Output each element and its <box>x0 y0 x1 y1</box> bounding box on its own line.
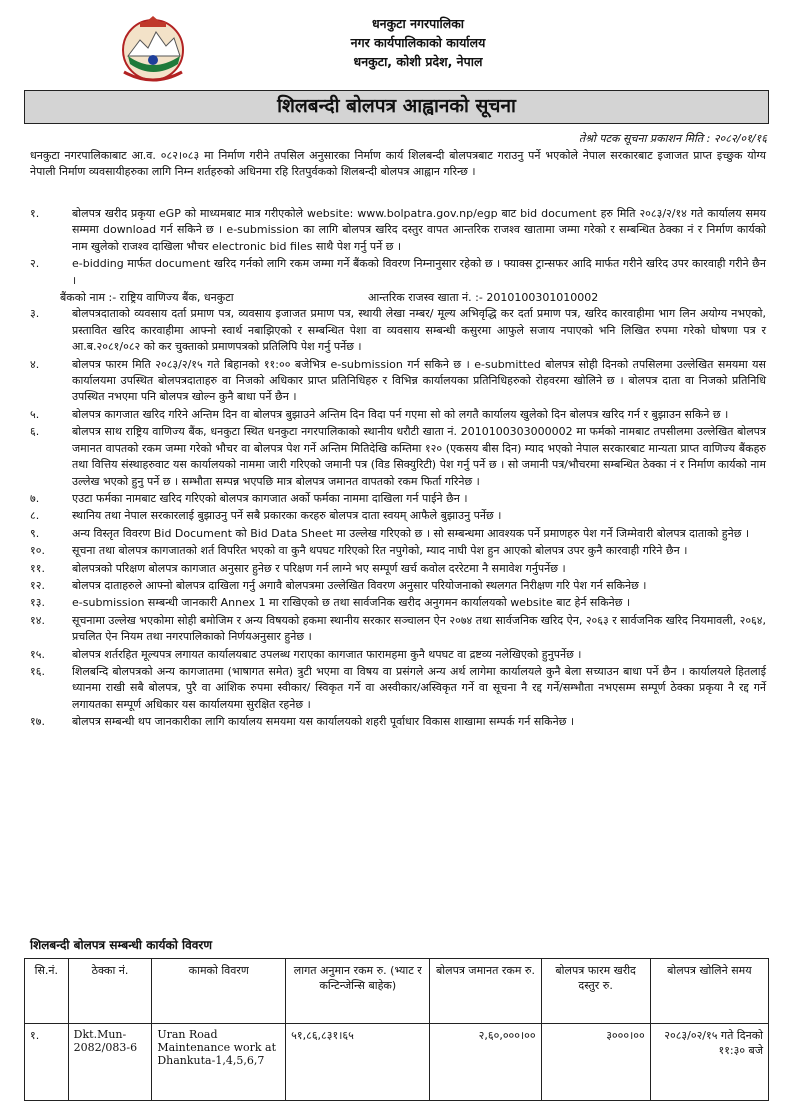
section-title: शिलबन्दी बोलपत्र सम्बन्धी कार्यको विवरण <box>30 938 213 952</box>
item-text: बोलपत्र शर्तरहित मूल्यपत्र लगायत कार्यालयबाट उपलब्ध गराएका कागजात फारामहमा कुनै थपघट वा द्रष्टव्य नलेखिएको हुनुपर्नेछ । <box>72 647 582 661</box>
publication-date: तेश्रो पटक सूचना प्रकाशन मिति : २०८२/०१/१६ <box>578 132 767 145</box>
item-number: १२. <box>30 578 45 592</box>
list-item <box>30 595 766 611</box>
item-text: सूचनामा उल्लेख भएकोमा सोही बमोजिम र अन्य विषयको हकमा स्थानीय सरकार सञ्चालन ऐन २०७४ तथा सार्वजनिक खरिद ऐन, २०६३ र सार्वजनिक खरिद नियमावली, २०६४, प्रचलित ऐन नियम तथा नगरपालिकाको निर्णयअनुसार हुनेछ । <box>72 613 766 644</box>
cell-form-fee: ३०००।०० <box>541 1024 650 1101</box>
table-row <box>25 1024 769 1101</box>
list-item <box>30 664 766 713</box>
list-item <box>30 714 766 730</box>
col-form-fee: बोलपत्र फारम खरीद दस्तुर रु. <box>541 959 650 1024</box>
list-item <box>30 508 766 524</box>
intro-paragraph: धनकुटा नगरपालिकाबाट आ.व. ०८२।०८३ मा निर्माण गरीने तपसिल अनुसारका निर्माण कार्य शिलबन्दी बोलपत्रबाट गराउनु पर्ने भएकोले नेपाल सरकारबाट इजाजत प्राप्त इच्छुक योग्य नेपाली निर्माण व्यवसायीहरुका लागि निम्न शर्तहरुको अधिनमा रहि रितपुर्वकको शिलबन्दी बोलपत्र आह्वान गरिन्छ । <box>30 149 766 179</box>
list-item <box>30 407 766 423</box>
item-text: बोलपत्र फारम मिति २०८३/२/१५ गते बिहानको ११:०० बजेभित्र e-submission गर्न सकिने छ । e-submitted बोलपत्र सोही दिनको तपसिलमा उल्लेखित समयमा यस कार्यालयमा उपस्थित बोलपत्रदाताहरु वा निजको अधिकार प्राप्त प्रतिनिधिहरु र विभिन्न कार्यालयका प्रतिनिधिहरुको रोहवरमा खोलिने छ । बोलपत्र दाता वा निजको प्रतिनिधि उपस्थित नभएमा पनि बोलपत्र खोल्न कुनै बाधा पर्ने छैन । <box>72 357 766 404</box>
item-number: १५. <box>30 647 45 661</box>
nepal-emblem-icon <box>118 14 188 84</box>
list-item <box>30 256 766 289</box>
item-number: ११. <box>30 561 45 575</box>
item-number: १. <box>30 207 40 220</box>
item-number: २. <box>30 257 40 271</box>
list-item <box>30 613 766 646</box>
item-text: सूचना तथा बोलपत्र कागजातको शर्त विपरित भएको वा कुनै थपघट गरिएको रित नपुगेको, म्याद नाघी पेश हुन आएको बोलपत्र उपर कुनै कारवाही गरिने छैन । <box>72 544 688 558</box>
item-number: १७. <box>30 715 45 729</box>
list-item <box>30 647 766 663</box>
cell-opening-time: २०८३/०२/१५ गते दिनको ११:३० बजे <box>650 1024 768 1101</box>
col-opening-time: बोलपत्र खोलिने समय <box>650 959 768 1024</box>
list-item <box>30 357 766 406</box>
works-table <box>24 958 769 1101</box>
list-item <box>30 424 766 490</box>
revenue-account: आन्तरिक राजस्व खाता नं. :- 2010100301010002 <box>368 291 599 305</box>
cell-serial: १. <box>25 1024 69 1101</box>
item-number: १४. <box>30 613 45 627</box>
item-number: १३. <box>30 596 45 610</box>
item-text: बोलपत्रको परिक्षण बोलपत्र कागजात अनुसार हुनेछ र परिक्षण गर्न लाग्ने भए सम्पूर्ण खर्च कवोल दररेटमा नै समावेश गर्नुपर्नेछ । <box>72 561 566 575</box>
list-item <box>30 543 766 559</box>
item-number: ४. <box>30 357 40 371</box>
col-serial: सि.नं. <box>25 959 69 1024</box>
bank-name: बैंकको नाम :- राष्ट्रिय वाणिज्य बैंक, धनकुटा <box>60 291 234 305</box>
item-number: ८. <box>30 509 40 523</box>
item-text: अन्य विस्तृत विवरण Bid Document को Bid Data Sheet मा उल्लेख गरिएको छ । सो सम्बन्धमा आवश्यक पर्ने प्रमाणहरु पेश गर्ने जिम्मेवारी बोलपत्र दाताको हुनेछ । <box>72 526 750 540</box>
cell-contract-no: Dkt.Mun-2082/083-6 <box>68 1024 152 1101</box>
list-item <box>30 491 766 507</box>
list-item <box>30 578 766 594</box>
conditions-list <box>30 206 766 732</box>
item-text: e-submission सम्बन्धी जानकारी Annex 1 मा राखिएको छ तथा सार्वजनिक खरीद अनुगमन कार्यालयको website बाट हेर्न सकिनेछ । <box>72 596 631 610</box>
item-number: ५. <box>30 407 40 421</box>
item-text: एउटा फर्मका नामबाट खरिद गरिएको बोलपत्र कागजात अर्को फर्मका नाममा दाखिला गर्न पाईने छैन । <box>72 491 468 505</box>
bank-details <box>30 290 766 306</box>
office-name: नगर कार्यपालिकाको कार्यालय <box>350 35 486 50</box>
table-header-row <box>25 959 769 1024</box>
item-text: बोलपत्र सम्बन्धी थप जानकारीका लागि कार्यालय समयमा यस कार्यालयको शहरी पूर्वाधार विकास शाखामा सम्पर्क गर्न सकिनेछ । <box>72 715 575 729</box>
notice-title: शिलबन्दी बोलपत्र आह्वानको सूचना <box>24 90 769 124</box>
list-item <box>30 206 766 255</box>
item-number: ९. <box>30 526 40 540</box>
cell-work-description: Uran Road Maintenance work at Dhankuta-1,4,5,6,7 <box>152 1024 286 1101</box>
col-contract-no: ठेक्का नं. <box>68 959 152 1024</box>
item-text: बोलपत्र कागजात खरिद गरिने अन्तिम दिन वा बोलपत्र बुझाउने अन्तिम दिन विदा पर्न गएमा सो को लगतै कार्यालय खुलेको दिन बोलपत्र खरिद गर्न र बुझाउन सकिने छ । <box>72 407 729 421</box>
list-item <box>30 561 766 577</box>
item-text: शिलबन्दि बोलपत्रको अन्य कागजातमा (भाषागत समेत) त्रुटी भएमा वा विषय वा प्रसंगले अन्य अर्थ लागेमा कार्यालयले कुनै बेला सच्याउन बाधा पर्ने छैन । कार्यालयले हितलाई ध्यानमा राखी सबै बोलपत्र, पुरै वा आंशिक रुपमा स्वीकार/ स्विकृत गर्ने वा अस्वीकार/अस्विकृत गर्ने वा सूचना नै रद्द गर्ने/सम्भौता नभएसम्म सम्पूर्ण ठेक्का प्रकृया नै रद्द गर्ने लगायतका सम्पूर्ण अधिकार यस कार्यालयमा सुरक्षित रहनेछ । <box>72 664 766 711</box>
item-text: बोलपत्र खरीद प्रकृया eGP को माध्यमबाट मात्र गरीएकोले website: www.bolpatra.gov.np/egp बाट bid document हरु मिति २०८३/२/१४ गते कार्यालय समय सम्ममा download गर्न सकिने छ । e-submission का लागि बोलपत्र खरिद दस्तुर वापत आन्तरिक राजश्व खातामा जम्मा गरेको र सम्बन्धित ठेक्का नं र निर्माण कार्यको नाम खुलेको राजश्व दाखिला भौचर electronic bid files साथै पेश गर्नु पर्ने छ । <box>72 207 766 253</box>
cell-cost-estimate: ५१,८६,८३१।६५ <box>286 1024 430 1101</box>
list-item <box>30 306 766 355</box>
item-text: e-bidding मार्फत document खरिद गर्नको लागि रकम जम्मा गर्ने बैंकको विवरण निम्नानुसार रहेको छ । फ्याक्स ट्रान्सफर आदि मार्फत गरीने खरिद उपर कारवाही गरीने छैन । <box>72 257 766 287</box>
item-text: स्थानिय तथा नेपाल सरकारलाई बुझाउनु पर्ने सबै प्रकारका करहरु बोलपत्र दाता स्वयम् आफैले बुझाउनु पर्नेछ । <box>72 509 502 523</box>
letterhead <box>0 0 793 88</box>
col-bid-security: बोलपत्र जमानत रकम रु. <box>430 959 541 1024</box>
item-text: बोलपत्र दाताहरुले आफ्नो बोलपत्र दाखिला गर्नु अगावै बोलपत्रमा उल्लेखित विवरण अनुसार परियोजनाको स्थलगत निरीक्षण गरि पेश गर्न सकिनेछ । <box>72 578 647 592</box>
list-item <box>30 526 766 542</box>
office-address: धनकुटा, कोशी प्रदेश, नेपाल <box>353 54 483 69</box>
col-cost-estimate: लागत अनुमान रकम रु. (भ्याट र कन्टिन्जेन्सि बाहेक) <box>286 959 430 1024</box>
item-number: १०. <box>30 544 45 558</box>
item-number: ६. <box>30 425 40 439</box>
municipality-name: धनकुटा नगरपालिका <box>371 16 465 31</box>
item-text: बोलपत्रदाताको व्यवसाय दर्ता प्रमाण पत्र, व्यवसाय इजाजत प्रमाण पत्र, स्थायी लेखा नम्बर/ मूल्य अभिवृद्धि कर दर्ता प्रमाण पत्र, खरिद कारवाहीमा भाग लिन अयोग्य नभएको, प्रस्तावित खरिद कारवाहीमा आफ्नो स्वार्थ नबाझिएको र सम्बन्धित पेशा वा व्यवसाय सम्बन्धी कसुरमा आफुले सजाय नपाएको भनि लिखित रुपमा गरेको घोषणा पत्र र आ.ब.२०८१/०८२ को कर चुक्ताको प्रमाणपत्रको प्रतिलिपि पेश गर्नु पर्नेछ । <box>72 307 766 354</box>
col-work-description: कामको विवरण <box>152 959 286 1024</box>
item-number: १६. <box>30 664 45 678</box>
cell-bid-security: २,६०,०००।०० <box>430 1024 541 1101</box>
item-text: बोलपत्र साथ राष्ट्रिय वाणिज्य बैंक, धनकुटा स्थित धनकुटा नगरपालिकाको स्थानीय धरौटी खाता नं. 2010100303000002 मा फर्मको नामबाट तपसीलमा उल्लेखित बोलपत्र जमानत वापतको रकम जम्मा गरेको भौचर वा बोलपत्र पेश गर्ने अन्तिम मितिदेखि कम्तिमा १२० (एकसय बीस दिन) म्याद भएको नेपाल सरकारबाट मान्यता प्राप्त वाणिज्य बैंकहरु तथा वित्तिय संस्थाहरुवाट यस कार्यालयको नाममा जारी गरिएको जमानी पत्र (विड सिक्युरिटी) पेश गर्नु पर्ने छ । सो जमानी पत्र/भौचरमा सम्बन्धित ठेक्का नं र निर्माण कार्यको नाम उल्लेख भएको हुनु पर्ने छ । सम्भौता सम्पन्न भएपछि मात्र बोलपत्र जमानत वापतको रकम फिर्ता गरिनेछ । <box>72 425 766 488</box>
item-number: ७. <box>30 491 40 505</box>
item-number: ३. <box>30 307 40 321</box>
office-name-block <box>308 14 528 71</box>
